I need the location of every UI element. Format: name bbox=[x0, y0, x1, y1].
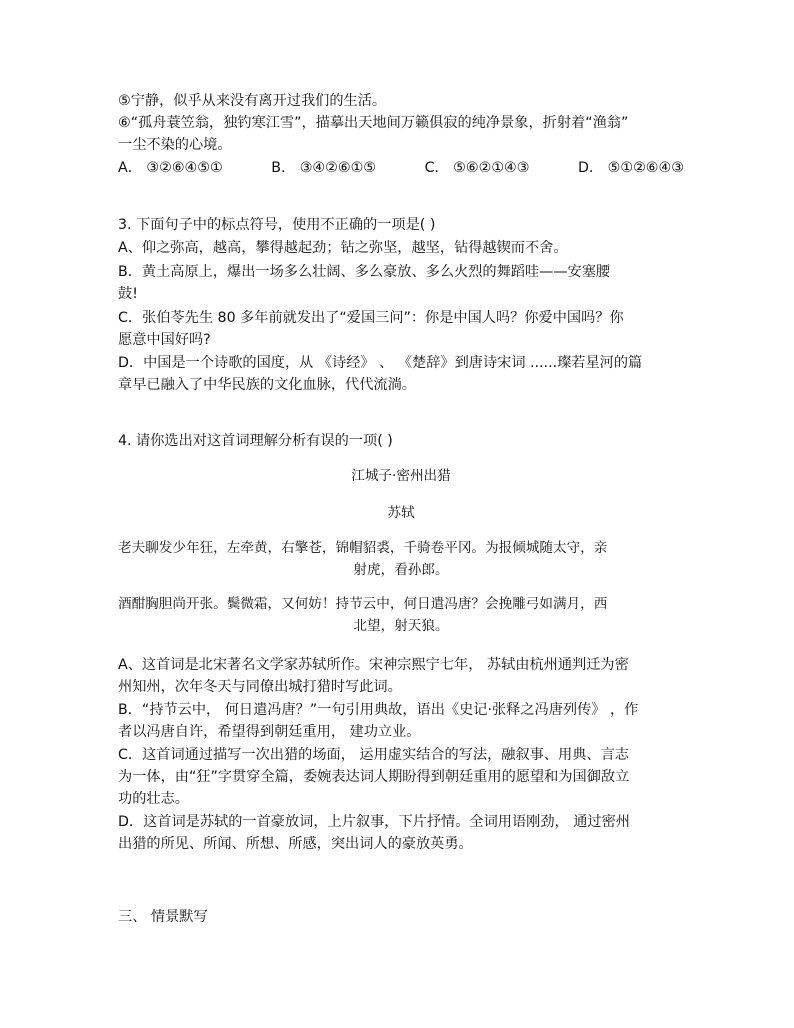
poem-stanza-2-cont: 北望，射天狼。 bbox=[353, 618, 449, 634]
q3-option-d: D．中国是一个诗歌的国度，从 《诗经》 、 《楚辞》到唐诗宋词 ......璨若星河的篇 bbox=[118, 355, 643, 371]
q3-option-a: A、仰之弥高，越高，攀得越起劲；钻之弥坚，越坚，钻得越锲而不舍。 bbox=[118, 240, 568, 256]
q4-option-b-cont: 者以冯唐自许，希望得到朝廷重用， 建功立业。 bbox=[118, 724, 421, 740]
poem-title: 江城子·密州出猎 bbox=[351, 468, 451, 484]
q4-option-a-cont: 州知州，次年冬天与同僚出城打猎时写此词。 bbox=[118, 679, 402, 695]
q4-option-c-cont2: 功的壮志。 bbox=[118, 791, 189, 807]
q4-option-d-cont: 出猎的所见、所闻、所想、所感，突出词人的豪放英勇。 bbox=[118, 836, 473, 852]
poem-stanza-1: 老夫聊发少年狂，左牵黄，右擎苍，锦帽貂裘，千骑卷平冈。为报倾城随太守，亲 bbox=[118, 540, 608, 556]
poem-stanza-2: 酒酣胸胆尚开张。鬓微霜，又何妨！持节云中，何日遣冯唐？会挽雕弓如满月，西 bbox=[118, 596, 608, 612]
q3-option-c-cont: 愿意中国好吗? bbox=[118, 332, 211, 348]
q2-sentence-5: ⑤宁静，似乎从来没有离开过我们的生活。 bbox=[118, 93, 387, 109]
q3-stem: 3. 下面句子中的标点符号，使用不正确的一项是( ) bbox=[118, 217, 436, 233]
q2-sentence-6: ⑥“孤舟蓑笠翁，独钓寒江雪”，描摹出天地间万籁俱寂的纯净景象，折射着“渔翁” bbox=[118, 115, 629, 131]
q2-options bbox=[118, 157, 684, 179]
q4-stem: 4. 请你选出对这首词理解分析有误的一项( ) bbox=[118, 433, 393, 449]
q4-option-c: C．这首词通过描写一次出猎的场面， 运用虚实结合的写法，融叙事、用典、言志 bbox=[118, 747, 629, 763]
q3-option-b: B．黄土高原上，爆出一场多么壮阔、多么豪放、多么火烈的舞蹈哇——安塞腰 bbox=[118, 264, 611, 280]
q2-sentence-6-cont: 一尘不染的心境。 bbox=[118, 137, 232, 153]
q4-option-c-cont: 为一体，由“狂”字贯穿全篇，委婉表达词人期盼得到朝廷重用的愿望和为国御敌立 bbox=[118, 769, 630, 785]
poem-stanza-1-cont: 射虎，看孙郎。 bbox=[353, 562, 449, 578]
q4-option-d: D．这首词是苏轼的一首豪放词，上片叙事，下片抒情。全词用语刚劲， 通过密州 bbox=[118, 814, 630, 830]
poem-author: 苏轼 bbox=[387, 505, 415, 521]
q4-option-a: A、这首词是北宋著名文学家苏轼所作。宋神宗熙宁七年， 苏轼由杭州通判迁为密 bbox=[118, 657, 629, 673]
q2-option-d: D． ⑤①②⑥④③ bbox=[578, 160, 684, 176]
q2-option-a: A． ③②⑥④⑤① bbox=[118, 160, 223, 176]
section-heading-scenario-dictation: 三、 情景默写 bbox=[118, 909, 208, 925]
q2-option-c: C． ⑤⑥②①④③ bbox=[424, 160, 530, 176]
q3-option-d-cont: 章早已融入了中华民族的文化血脉，代代流淌。 bbox=[118, 377, 416, 393]
q4-option-b: B．“持节云中， 何日遣冯唐？”一句引用典故，语出《史记·张释之冯唐列传》 ，作 bbox=[118, 702, 639, 718]
q2-option-b: B． ③④②⑥①⑤ bbox=[271, 160, 377, 176]
q3-option-b-cont: 鼓! bbox=[118, 286, 138, 302]
q3-option-c: C．张伯苓先生 80 多年前就发出了“爱国三问”：你是中国人吗？你爱中国吗？你 bbox=[118, 310, 624, 326]
